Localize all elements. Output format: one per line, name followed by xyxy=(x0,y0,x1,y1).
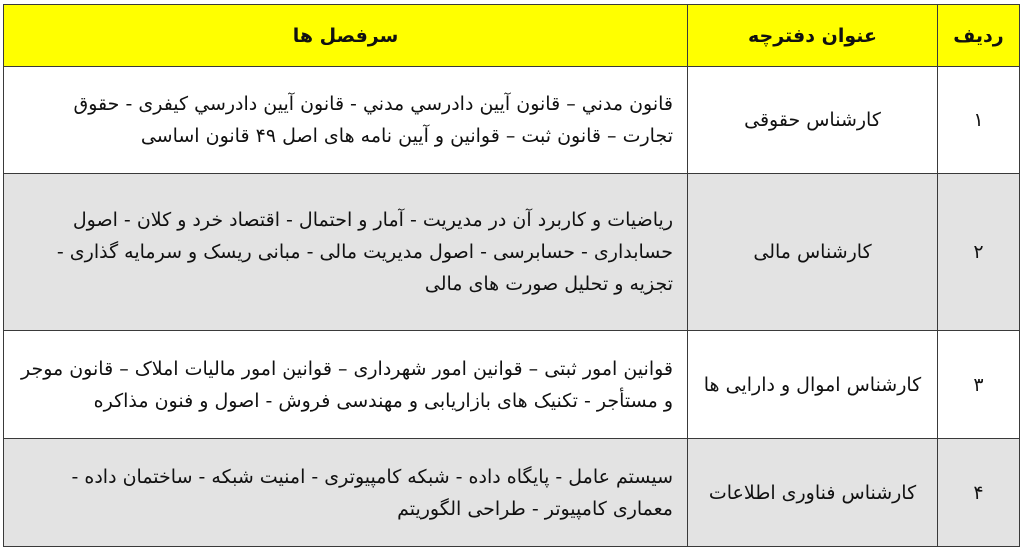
row-number: ۱ xyxy=(938,67,1020,174)
table-row xyxy=(4,67,1020,174)
header-topics: سرفصل ها xyxy=(4,5,688,67)
booklet-title: کارشناس حقوقی xyxy=(688,67,938,174)
header-row-number: ردیف xyxy=(938,5,1020,67)
topics-cell: قانون مدني – قانون آيين دادرسي مدني - قانون آيين دادرسي کيفری - حقوق تجارت – قانون ثبت – قوانين و آيين نامه های اصل ۴۹ قانون اساسی xyxy=(4,67,688,174)
topics-cell: رياضيات و کاربرد آن در مديريت - آمار و احتمال - اقتصاد خرد و کلان - اصول حسابداری - حسابرسی - اصول مديريت مالی - مبانی ريسک و سرمايه گذاری - تجزيه و تحليل صورت های مالی xyxy=(4,174,688,331)
header-row xyxy=(4,5,1020,67)
booklet-title: کارشناس فناوری اطلاعات xyxy=(688,439,938,547)
row-number: ۴ xyxy=(938,439,1020,547)
booklet-title: کارشناس مالی xyxy=(688,174,938,331)
header-booklet-title: عنوان دفترچه xyxy=(688,5,938,67)
booklet-title: کارشناس اموال و دارایی ها xyxy=(688,331,938,439)
topics-cell: سيستم عامل - پايگاه داده - شبکه کامپيوتری - امنيت شبکه - ساختمان داده - معماری کامپيوتر - طراحی الگوريتم xyxy=(4,439,688,547)
row-number: ۳ xyxy=(938,331,1020,439)
table-row xyxy=(4,174,1020,331)
row-number: ۲ xyxy=(938,174,1020,331)
curriculum-table xyxy=(3,4,1020,547)
table-row xyxy=(4,331,1020,439)
topics-cell: قوانين امور ثبتی – قوانين امور شهرداری – قوانين امور ماليات املاک – قانون موجر و مستأجر - تکنيک های بازاريابی و مهندسی فروش - اصول و فنون مذاکره xyxy=(4,331,688,439)
table-row xyxy=(4,439,1020,547)
